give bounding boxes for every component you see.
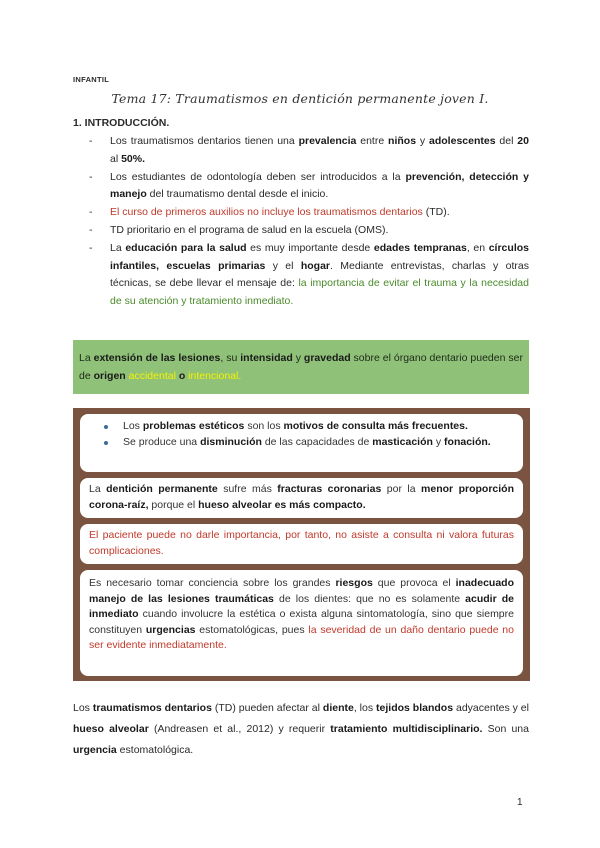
header-label: INFANTIL (73, 75, 110, 84)
card-bullet: Se produce una disminución de las capacidades de masticación y fonación. (102, 435, 513, 451)
bullet-oms: - TD prioritario en el programa de salud en la escuela (OMS). (89, 222, 529, 240)
bullet-education: - La educación para la salud es muy importante desde edades tempranas, en círculos infantiles, escuelas primarias y el hogar. Mediante entrevistas, charlas y otras técnicas, se debe llevar el mensaje de: la importancia de evitar el trauma y la necesidad de su atención y tratamiento inmediato. (89, 240, 529, 311)
bullet-prevalence: - Los traumatismos dentarios tienen una prevalencia entre niños y adolescentes del 20 al 50%. (89, 133, 529, 169)
bullet-first-aid: - El curso de primeros auxilios no incluye los traumatismos dentarios (TD). (89, 204, 529, 222)
card-bullet-list (102, 419, 513, 450)
card-patient: El paciente puede no darle importancia, por tanto, no asiste a consulta ni valora futuras complicaciones. (80, 524, 523, 564)
section-heading: 1. INTRODUCCIÓN. (73, 117, 170, 129)
card-bullet: Los problemas estéticos son los motivos de consulta más frecuentes. (102, 419, 513, 435)
card-risks: Es necesario tomar conciencia sobre los grandes riesgos que provoca el inadecuado manejo de las lesiones traumáticas de los dientes: que no es solamente acudir de inmediato cuando involucre la estética o exista alguna sintomatología, sino que siempre constituyen urgencias estomatológicas, pues la severidad de un daño dentario puede no ser evidente inmediatamente. (80, 570, 523, 676)
card-permanent-dentition: La dentición permanente sufre más fracturas coronarias por la menor proporción corona-raíz, porque el hueso alveolar es más compacto. (80, 478, 523, 518)
bullet-students: - Los estudiantes de odontología deben ser introducidos a la prevención, detección y manejo del traumatismo dental desde el inicio. (89, 169, 529, 205)
highlight-box: La extensión de las lesiones, su intensidad y gravedad sobre el órgano dentario pueden ser de origen accidental o intencional. (73, 340, 529, 394)
page-number: 1 (517, 797, 523, 808)
cards-frame (73, 408, 530, 681)
intro-bullet-list (89, 133, 529, 311)
summary-paragraph: Los traumatismos dentarios (TD) pueden afectar al diente, los tejidos blandos adyacentes y el hueso alveolar (Andreasen et al., 2012) y requerir tratamiento multidisciplinario. Son una urgencia estomatológica. (73, 702, 529, 756)
page-title: Tema 17: Traumatismos en dentición permanente joven I. (111, 91, 489, 106)
card-aesthetic-problems (80, 414, 523, 472)
